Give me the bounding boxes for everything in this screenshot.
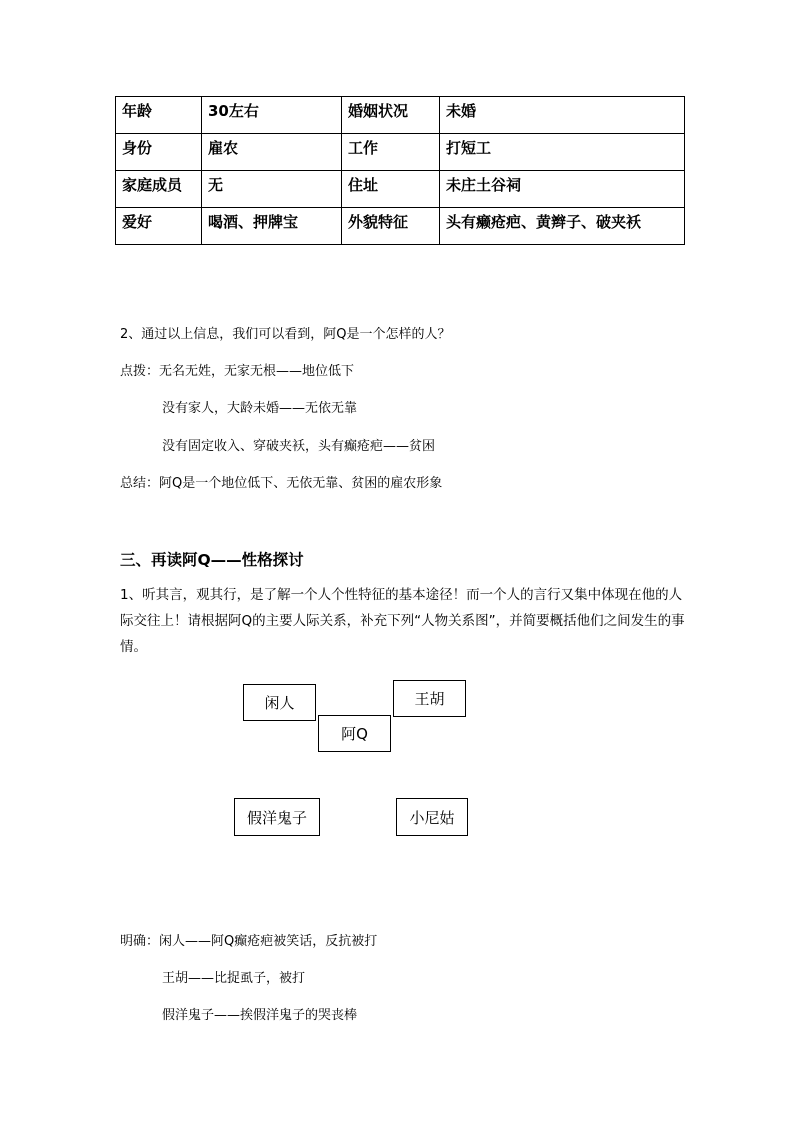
- profile-table: [115, 96, 685, 245]
- table-cell: 雇农: [202, 134, 342, 171]
- answer-line-3: 假洋鬼子——挨假洋鬼子的哭丧棒: [162, 1008, 358, 1023]
- table-cell: 身份: [116, 134, 202, 171]
- diagram-box-aq: 阿Q: [318, 715, 391, 752]
- table-cell: 外貌特征: [342, 208, 440, 245]
- diagram-box-jiayang: 假洋鬼子: [234, 798, 320, 836]
- hint-line-3: 没有固定收入、穿破夹袄，头有癫疮疤——贫困: [162, 439, 436, 454]
- question-2: 2、通过以上信息，我们可以看到，阿Q是一个怎样的人？: [120, 327, 451, 342]
- table-cell: 打短工: [440, 134, 685, 171]
- table-cell: 工作: [342, 134, 440, 171]
- hint-line-2: 没有家人，大龄未婚——无依无靠: [162, 401, 358, 416]
- table-cell: 爱好: [116, 208, 202, 245]
- table-cell: 婚姻状况: [342, 97, 440, 134]
- table-row: [116, 171, 685, 208]
- table-cell: 未庄土谷祠: [440, 171, 685, 208]
- section-3-heading: 三、再读阿Q——性格探讨: [120, 551, 304, 569]
- table-cell: 住址: [342, 171, 440, 208]
- table-row: [116, 97, 685, 134]
- table-cell: 喝酒、押牌宝: [202, 208, 342, 245]
- diagram-box-xianren: 闲人: [243, 684, 316, 721]
- table-row: [116, 134, 685, 171]
- table-cell: 无: [202, 171, 342, 208]
- diagram-box-xiaonigu: 小尼姑: [396, 798, 468, 836]
- answer-line-1: 明确：闲人——阿Q癫疮疤被笑话，反抗被打: [120, 934, 378, 949]
- diagram-box-wanghu: 王胡: [393, 680, 466, 717]
- table-cell: 30左右: [202, 97, 342, 134]
- answer-line-2: 王胡——比捉虱子，被打: [162, 971, 306, 986]
- table-cell: 家庭成员: [116, 171, 202, 208]
- table-cell: 头有癞疮疤、黄辫子、破夹袄: [440, 208, 685, 245]
- table-cell: 未婚: [440, 97, 685, 134]
- table-cell: 年龄: [116, 97, 202, 134]
- table-row: [116, 208, 685, 245]
- summary: 总结：阿Q是一个地位低下、无依无靠、贫困的雇农形象: [120, 476, 443, 491]
- section-3-intro: 1、听其言，观其行，是了解一个人个性特征的基本途径！而一个人的言行又集中体现在他的人际交往上！请根据阿Q的主要人际关系，补充下列“人物关系图”，并简要概括他们之间发生的事情。: [120, 587, 685, 655]
- hint-line-1: 点拨：无名无姓，无家无根——地位低下: [120, 364, 355, 379]
